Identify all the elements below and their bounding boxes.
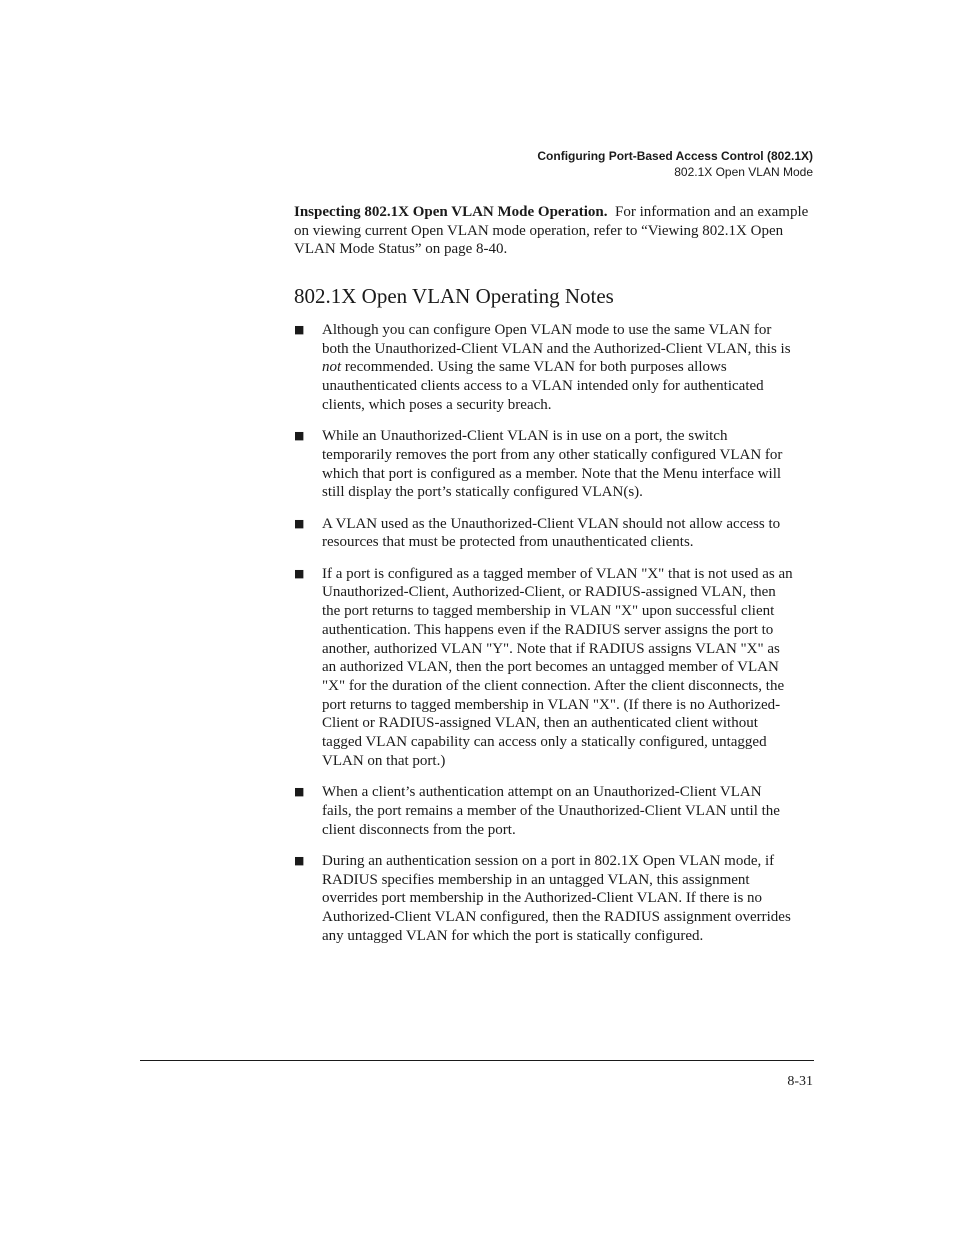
page-number: 8-31 xyxy=(787,1074,813,1089)
bullet-square-icon: ■ xyxy=(294,516,305,530)
bullet-text: While an Unauthorized-Client VLAN is in use on a port, the switch temporarily removes the port from any other statically configured VLAN for which that port is configured as a member. Note that the Menu interface will still display the port’s statically configured VLAN(s). xyxy=(322,428,783,501)
list-item xyxy=(294,427,794,502)
run-in-heading: Inspecting 802.1X Open VLAN Mode Operation. xyxy=(294,204,608,220)
section-title: 802.1X Open VLAN Mode xyxy=(674,165,813,179)
bullet-square-icon: ■ xyxy=(294,429,305,443)
chapter-title: Configuring Port-Based Access Control (802.1X) xyxy=(537,149,813,163)
running-header xyxy=(537,148,813,180)
list-item xyxy=(294,515,794,552)
bullet-text: During an authentication session on a port in 802.1X Open VLAN mode, if RADIUS specifies membership in an untagged VLAN, this assignment overrides port membership in the Authorized-Client VLAN. If there is no Authorized-Client VLAN configured, then the RADIUS assignment overrides any untagged VLAN for which the port is statically configured. xyxy=(322,852,791,944)
bullet-text: When a client’s authentication attempt on an Unauthorized-Client VLAN fails, the port remains a member of the Unauthorized-Client VLAN until the client disconnects from the port. xyxy=(322,784,780,838)
list-item xyxy=(294,321,794,415)
bullet-text-before: Although you can configure Open VLAN mode to use the same VLAN for both the Unauthorized-Client VLAN and the Authorized-Client VLAN, this is xyxy=(322,322,791,357)
footer-rule xyxy=(140,1060,814,1061)
bullet-text: A VLAN used as the Unauthorized-Client VLAN should not allow access to resources that must be protected from unauthenticated clients. xyxy=(322,515,781,551)
bullet-square-icon: ■ xyxy=(294,323,305,336)
intro-text: For information and an example on viewing current Open VLAN mode operation, refer to “Viewing 802.1X Open VLAN Mode Status” on page 8-40. xyxy=(294,204,809,258)
bullet-square-icon: ■ xyxy=(294,853,305,867)
notes-list xyxy=(294,321,794,958)
bullet-emphasis: not xyxy=(322,359,342,376)
bullet-text: If a port is configured as a tagged member of VLAN "X" that is not used as an Unauthorized-Client, Authorized-Client, or RADIUS-assigned VLAN, then the port returns to tagged membership in VLAN "X" upon successful client authentication. This happens even if the RADIUS server assigns the port to another, authorized VLAN "Y". Note that if RADIUS assigns VLAN "X" as an authorized VLAN, then the port becomes an untagged member of VLAN "X" for the duration of the client connection. After the client disconnects, the port returns to tagged membership in VLAN "X". (If there is no Authorized-Client or RADIUS-assigned VLAN, then an authenticated client without tagged VLAN capability can access only a statically configured, untagged VLAN on that port.) xyxy=(322,565,793,769)
intro-paragraph xyxy=(294,203,814,259)
list-item xyxy=(294,852,794,946)
bullet-square-icon: ■ xyxy=(294,566,305,580)
bullet-text-after: recommended. Using the same VLAN for both purposes allows unauthenticated clients access to a VLAN intended only for authenticated clients, which poses a security breach. xyxy=(322,359,764,413)
section-heading: 802.1X Open VLAN Operating Notes xyxy=(294,284,614,308)
list-item xyxy=(294,783,794,839)
list-item xyxy=(294,565,794,771)
bullet-square-icon: ■ xyxy=(294,785,305,799)
